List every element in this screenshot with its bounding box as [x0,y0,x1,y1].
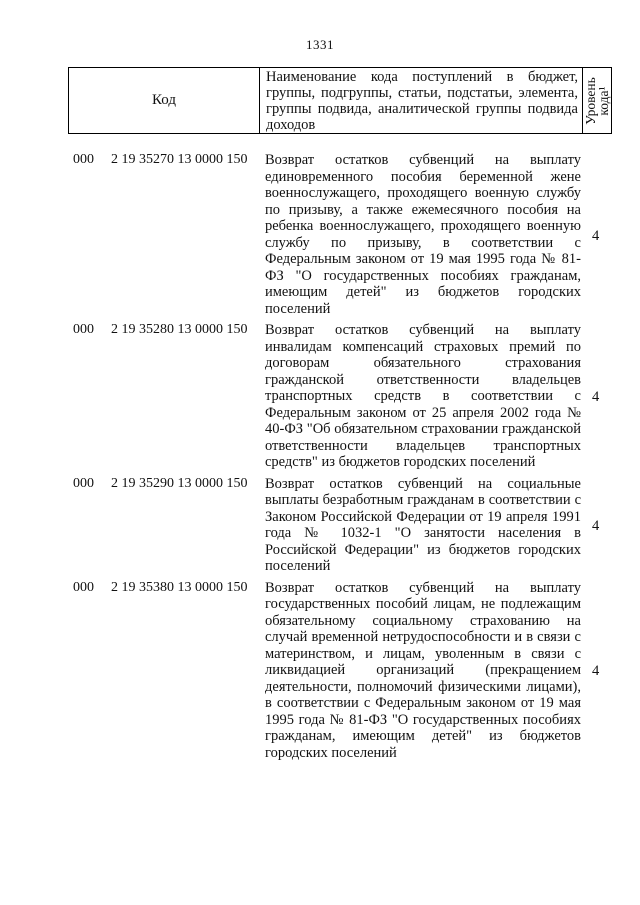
revenue-name: Возврат остатков субвенций на выплату единовременного пособия беременной жене военнослужащего, проходящего военную службу по призыву, а также ежемесячного пособия на ребенка военнослужащего, проходящего военную службу по призыву, в соответствии с Федеральным законом от 19 мая 1995 года № 81-ФЗ "О государственных пособиях гражданам, имеющим детей" из бюджетов городских поселений [265,152,581,317]
code-level: 4 [592,227,600,244]
revenue-code: 2 19 35380 13 0000 150 [111,579,248,595]
admin-code: 000 [73,579,94,595]
revenue-name: Возврат остатков субвенций на социальные выплаты безработным гражданам в соответствии с Законом Российской Федерации от 19 апреля 1991 года № 1032-1 "О занятости населения в Российской Федерации" из бюджетов городских поселений [265,475,581,574]
code-level: 4 [592,518,600,535]
admin-code: 000 [73,322,94,337]
table-row [0,580,640,762]
revenue-code: 2 19 35280 13 0000 150 [111,322,248,337]
revenue-name: Возврат остатков субвенций на выплату государственных пособий лицам, не подлежащим обязательному социальному страхованию на случай временной нетрудоспособности и в связи с материнством, и лицам, уволенным в связи с ликвидацией организаций (прекращением деятельности, полномочий физическими лицами), в соответствии с Федеральным законом от 19 мая 1995 года № 81-ФЗ "О государственных пособиях гражданам, имеющим детей" из бюджетов городских поселений [265,579,581,761]
header-level-label: Уровень кода¹ [583,76,611,125]
table-row [0,322,640,471]
table-body [0,152,640,766]
page-number: 1331 [306,37,334,52]
revenue-name: Возврат остатков субвенций на выплату инвалидам компенсаций страховых премий по договорам обязательного страхования гражданской ответственности владельцев транспортных средств в соответствии с Федеральным законом от 25 апреля 2002 года № 40-ФЗ "Об обязательном страховании гражданской ответственности владельцев транспортных средств" из бюджетов городских поселений [265,322,581,470]
code-level: 4 [592,663,600,680]
table-row [0,476,640,575]
table-row [0,152,640,317]
revenue-code: 2 19 35270 13 0000 150 [111,152,248,167]
admin-code: 000 [73,475,94,491]
header-name-column: Наименование кода поступлений в бюджет, группы, подгруппы, статьи, подстатьи, элемента, группы подвида, аналитической группы подвида доходов [260,68,583,133]
header-level-column [583,68,611,133]
code-level: 4 [592,389,600,406]
revenue-code: 2 19 35290 13 0000 150 [111,475,248,491]
header-code-column: Код [69,68,260,133]
admin-code: 000 [73,152,94,167]
table-header [68,67,612,134]
